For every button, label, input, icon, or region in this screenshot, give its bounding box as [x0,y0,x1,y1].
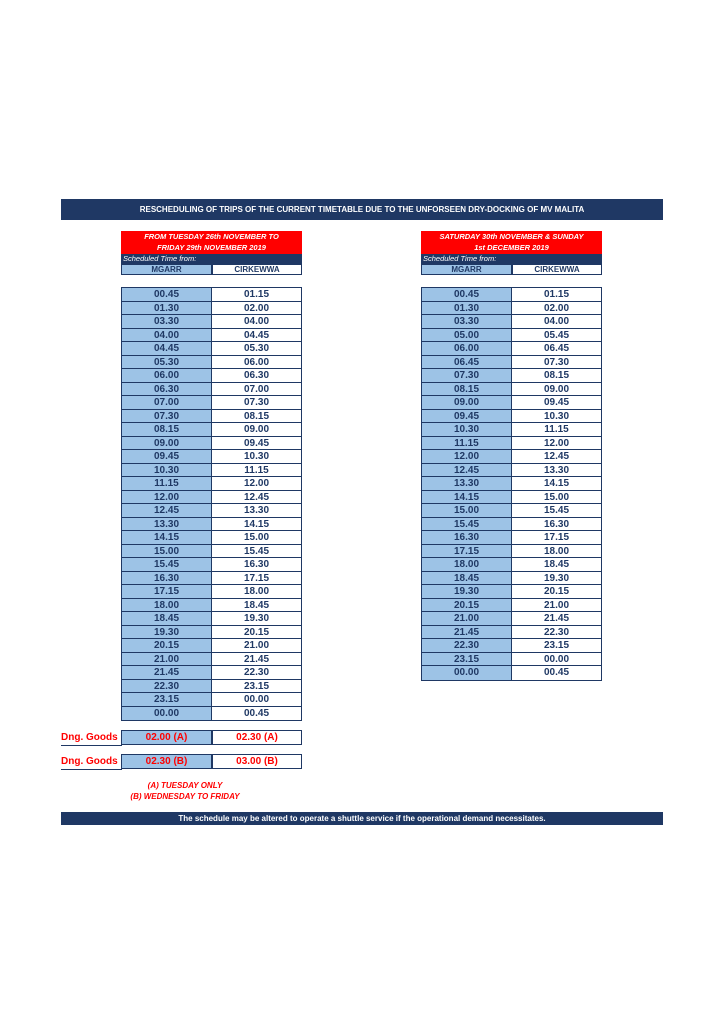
cirkewwa-time: 15.00 [212,531,301,545]
left-period-header [121,231,302,254]
mgarr-time: 00.45 [422,288,512,302]
mgarr-time: 21.45 [422,626,512,640]
mgarr-time: 23.15 [122,693,212,707]
table-row [422,369,601,383]
mgarr-time: 04.45 [122,342,212,356]
dng-goods-label-1: Dng. Goods [61,731,122,746]
table-row [422,315,601,329]
table-row [422,558,601,572]
cirkewwa-time: 13.30 [212,504,301,518]
mgarr-time: 21.00 [422,612,512,626]
cirkewwa-time: 21.45 [212,653,301,667]
cirkewwa-time: 18.00 [212,585,301,599]
cirkewwa-time: 21.45 [512,612,601,626]
mgarr-time: 12.45 [422,464,512,478]
table-row [122,518,301,532]
mgarr-time: 15.00 [122,545,212,559]
mgarr-time: 18.00 [422,558,512,572]
cirkewwa-time: 06.30 [212,369,301,383]
cirkewwa-time: 19.30 [212,612,301,626]
left-period-line1: FROM TUESDAY 26th NOVEMBER TO [144,232,279,241]
mgarr-time: 09.00 [122,437,212,451]
table-row [122,585,301,599]
table-row [122,545,301,559]
left-timetable [121,287,302,721]
cirkewwa-time: 23.15 [512,639,601,653]
cirkewwa-time: 22.30 [512,626,601,640]
mgarr-time: 21.00 [122,653,212,667]
footer-banner: The schedule may be altered to operate a shuttle service if the operational demand necessitates. [61,812,663,825]
cirkewwa-time: 09.45 [512,396,601,410]
mgarr-time: 10.30 [422,423,512,437]
mgarr-time: 18.45 [422,572,512,586]
dng-goods-mgarr-1: 02.00 (A) [121,730,212,745]
mgarr-time: 01.30 [422,302,512,316]
mgarr-time: 07.00 [122,396,212,410]
cirkewwa-time: 09.00 [212,423,301,437]
mgarr-time: 20.15 [422,599,512,613]
table-row [422,410,601,424]
table-row [422,356,601,370]
cirkewwa-time: 20.15 [212,626,301,640]
dng-goods-mgarr-2: 02.30 (B) [121,754,212,769]
mgarr-time: 21.45 [122,666,212,680]
table-row [422,531,601,545]
cirkewwa-time: 10.30 [512,410,601,424]
table-row [422,585,601,599]
right-period-line1: SATURDAY 30th NOVEMBER & SUNDAY [439,232,584,241]
dng-goods-cirkewwa-1: 02.30 (A) [212,730,302,745]
table-row [122,450,301,464]
mgarr-time: 06.00 [422,342,512,356]
mgarr-time: 16.30 [122,572,212,586]
cirkewwa-time: 02.00 [512,302,601,316]
table-row [122,288,301,302]
cirkewwa-time: 08.15 [512,369,601,383]
mgarr-time: 14.15 [422,491,512,505]
mgarr-time: 09.45 [422,410,512,424]
table-row [122,504,301,518]
cirkewwa-time: 11.15 [212,464,301,478]
cirkewwa-time: 07.30 [512,356,601,370]
mgarr-time: 11.15 [422,437,512,451]
mgarr-time: 05.00 [422,329,512,343]
cirkewwa-time: 16.30 [212,558,301,572]
cirkewwa-time: 17.15 [212,572,301,586]
mgarr-time: 12.00 [122,491,212,505]
mgarr-time: 19.30 [122,626,212,640]
mgarr-time: 06.45 [422,356,512,370]
mgarr-time: 09.00 [422,396,512,410]
mgarr-time: 03.30 [422,315,512,329]
mgarr-time: 15.00 [422,504,512,518]
mgarr-time: 01.30 [122,302,212,316]
note-b: (B) WEDNESDAY TO FRIDAY [130,792,240,801]
cirkewwa-time: 04.45 [212,329,301,343]
table-row [122,383,301,397]
cirkewwa-time: 15.00 [512,491,601,505]
mgarr-time: 20.15 [122,639,212,653]
cirkewwa-time: 00.00 [212,693,301,707]
table-row [122,653,301,667]
cirkewwa-time: 23.15 [212,680,301,694]
cirkewwa-time: 09.00 [512,383,601,397]
mgarr-time: 03.30 [122,315,212,329]
left-period-line2: FRIDAY 29th NOVEMBER 2019 [157,242,266,252]
mgarr-time: 18.00 [122,599,212,613]
table-row [122,572,301,586]
right-col-mgarr: MGARR [421,264,512,275]
table-row [122,342,301,356]
table-row [122,612,301,626]
table-row [422,491,601,505]
table-row [122,693,301,707]
table-row [122,315,301,329]
mgarr-time: 04.00 [122,329,212,343]
cirkewwa-time: 20.15 [512,585,601,599]
cirkewwa-time: 05.45 [512,329,601,343]
left-scheduled-label: Scheduled Time from: [121,254,302,264]
table-row [122,410,301,424]
mgarr-time: 15.45 [122,558,212,572]
table-row [122,666,301,680]
table-row [422,626,601,640]
table-row [122,302,301,316]
table-row [122,329,301,343]
mgarr-time: 08.15 [422,383,512,397]
table-row [122,680,301,694]
note-a: (A) TUESDAY ONLY [147,781,223,790]
cirkewwa-time: 07.30 [212,396,301,410]
mgarr-time: 10.30 [122,464,212,478]
right-period-line2: 1st DECEMBER 2019 [474,242,549,252]
table-row [422,342,601,356]
table-row [122,464,301,478]
cirkewwa-time: 12.00 [212,477,301,491]
mgarr-time: 11.15 [122,477,212,491]
cirkewwa-time: 09.45 [212,437,301,451]
cirkewwa-time: 18.00 [512,545,601,559]
mgarr-time: 06.30 [122,383,212,397]
cirkewwa-time: 00.45 [212,707,301,721]
table-row [422,329,601,343]
cirkewwa-time: 17.15 [512,531,601,545]
table-row [422,423,601,437]
table-row [122,423,301,437]
table-row [422,518,601,532]
table-row [422,599,601,613]
cirkewwa-time: 19.30 [512,572,601,586]
mgarr-time: 13.30 [122,518,212,532]
cirkewwa-time: 16.30 [512,518,601,532]
right-period-header [421,231,602,254]
table-row [422,545,601,559]
table-row [122,356,301,370]
table-row [422,666,601,680]
left-col-cirkewwa: CIRKEWWA [212,264,302,275]
mgarr-time: 00.45 [122,288,212,302]
table-row [422,572,601,586]
table-row [122,396,301,410]
table-row [422,396,601,410]
table-row [422,288,601,302]
table-row [422,653,601,667]
cirkewwa-time: 05.30 [212,342,301,356]
cirkewwa-time: 12.00 [512,437,601,451]
cirkewwa-time: 00.45 [512,666,601,680]
table-row [122,437,301,451]
cirkewwa-time: 15.45 [512,504,601,518]
cirkewwa-time: 10.30 [212,450,301,464]
cirkewwa-time: 15.45 [212,545,301,559]
table-row [122,369,301,383]
table-row [422,504,601,518]
mgarr-time: 22.30 [122,680,212,694]
mgarr-time: 06.00 [122,369,212,383]
right-scheduled-label: Scheduled Time from: [421,254,602,264]
table-row [122,626,301,640]
cirkewwa-time: 13.30 [512,464,601,478]
mgarr-time: 22.30 [422,639,512,653]
table-row [422,464,601,478]
dng-goods-label-2: Dng. Goods [61,755,122,770]
table-row [122,491,301,505]
cirkewwa-time: 22.30 [212,666,301,680]
mgarr-time: 23.15 [422,653,512,667]
table-row [422,639,601,653]
table-row [422,450,601,464]
table-row [422,383,601,397]
mgarr-time: 15.45 [422,518,512,532]
left-col-mgarr: MGARR [121,264,212,275]
mgarr-time: 13.30 [422,477,512,491]
cirkewwa-time: 06.00 [212,356,301,370]
table-row [122,558,301,572]
cirkewwa-time: 00.00 [512,653,601,667]
mgarr-time: 07.30 [122,410,212,424]
mgarr-time: 16.30 [422,531,512,545]
table-row [122,477,301,491]
cirkewwa-time: 12.45 [512,450,601,464]
mgarr-time: 12.00 [422,450,512,464]
page-title-banner: RESCHEDULING OF TRIPS OF THE CURRENT TIMETABLE DUE TO THE UNFORSEEN DRY-DOCKING OF MV MALITA [61,199,663,220]
table-row [422,437,601,451]
mgarr-time: 07.30 [422,369,512,383]
mgarr-time: 17.15 [122,585,212,599]
table-row [422,612,601,626]
mgarr-time: 19.30 [422,585,512,599]
mgarr-time: 18.45 [122,612,212,626]
cirkewwa-time: 04.00 [212,315,301,329]
right-timetable [421,287,602,681]
mgarr-time: 12.45 [122,504,212,518]
mgarr-time: 00.00 [422,666,512,680]
cirkewwa-time: 11.15 [512,423,601,437]
cirkewwa-time: 08.15 [212,410,301,424]
table-row [122,639,301,653]
mgarr-time: 17.15 [422,545,512,559]
cirkewwa-time: 18.45 [212,599,301,613]
mgarr-time: 08.15 [122,423,212,437]
table-row [122,707,301,721]
right-col-cirkewwa: CIRKEWWA [512,264,602,275]
table-row [122,531,301,545]
cirkewwa-time: 04.00 [512,315,601,329]
mgarr-time: 05.30 [122,356,212,370]
cirkewwa-time: 01.15 [512,288,601,302]
table-row [422,302,601,316]
cirkewwa-time: 14.15 [212,518,301,532]
dng-goods-cirkewwa-2: 03.00 (B) [212,754,302,769]
cirkewwa-time: 12.45 [212,491,301,505]
cirkewwa-time: 14.15 [512,477,601,491]
cirkewwa-time: 18.45 [512,558,601,572]
cirkewwa-time: 01.15 [212,288,301,302]
cirkewwa-time: 06.45 [512,342,601,356]
cirkewwa-time: 21.00 [512,599,601,613]
cirkewwa-time: 07.00 [212,383,301,397]
mgarr-time: 09.45 [122,450,212,464]
cirkewwa-time: 21.00 [212,639,301,653]
mgarr-time: 00.00 [122,707,212,721]
table-row [422,477,601,491]
cirkewwa-time: 02.00 [212,302,301,316]
table-row [122,599,301,613]
mgarr-time: 14.15 [122,531,212,545]
